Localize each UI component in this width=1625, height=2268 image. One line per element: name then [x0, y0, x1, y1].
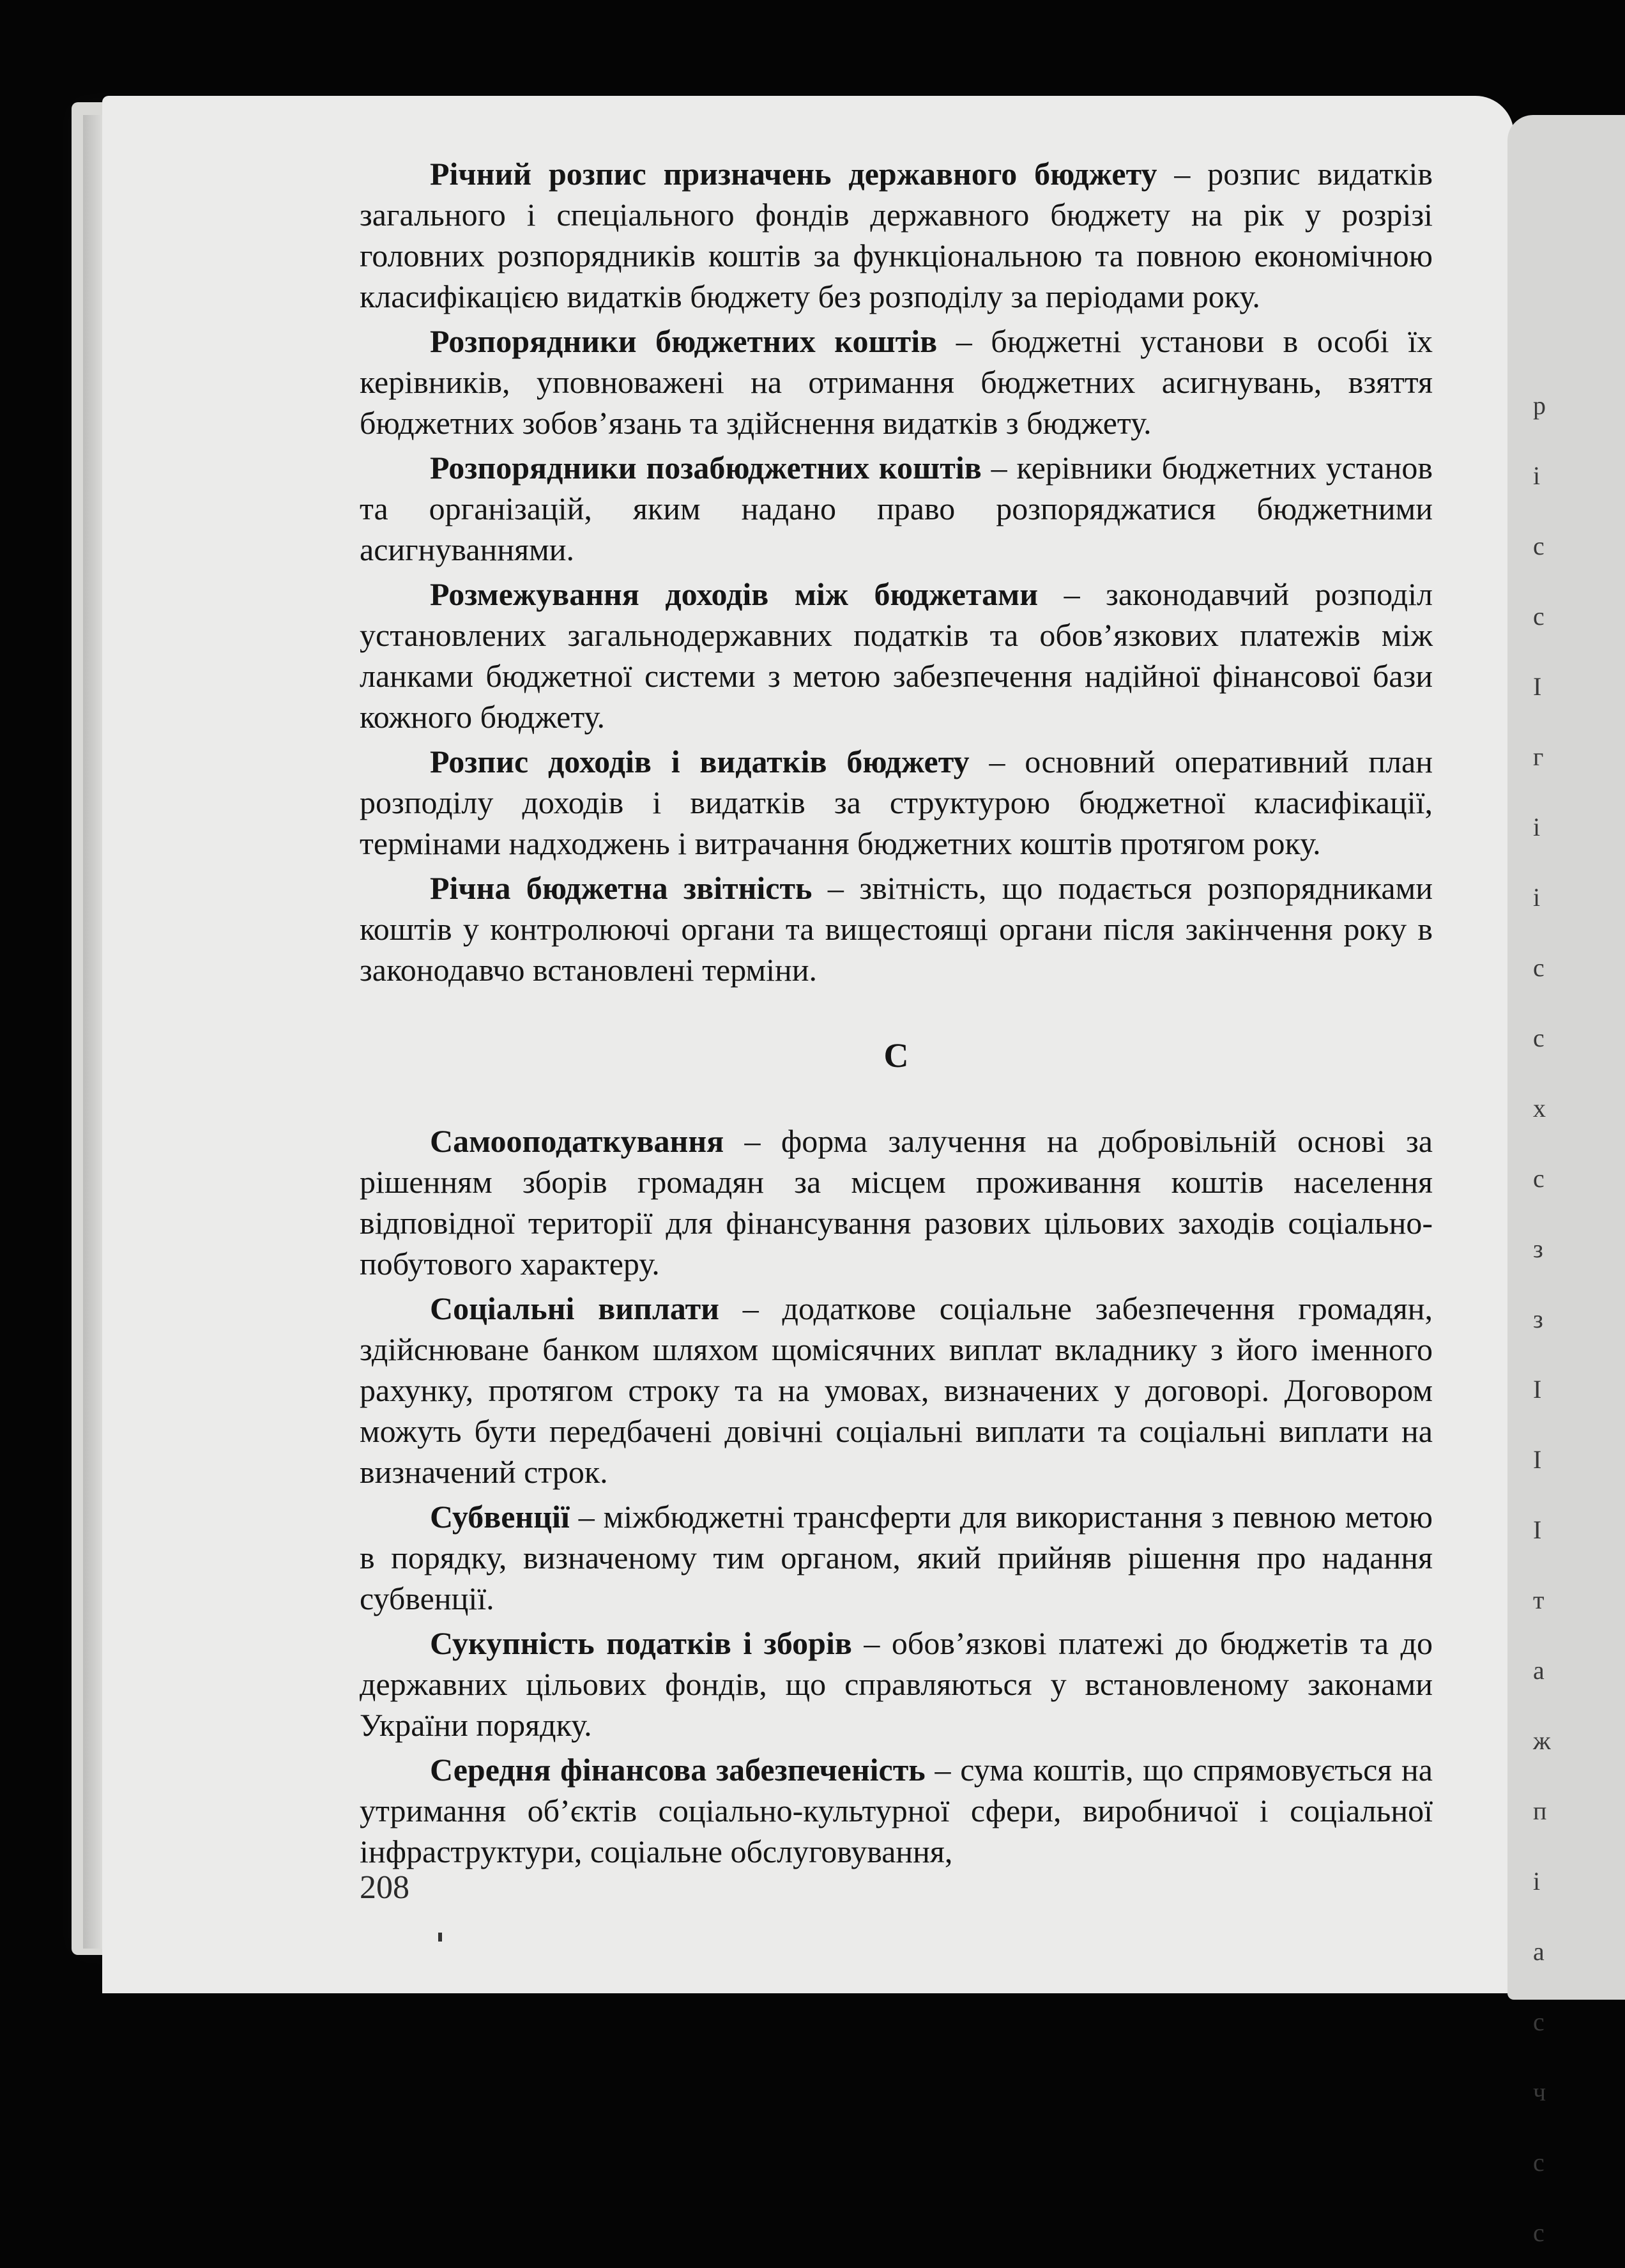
entry-term: Субвенції — [430, 1499, 570, 1535]
next-page-letter: с — [1533, 2218, 1545, 2247]
next-page-letter: з — [1533, 1234, 1543, 1263]
glossary-entry — [360, 1623, 1433, 1745]
entry-term: Соціальні виплати — [430, 1291, 719, 1326]
next-page-letter: а — [1533, 1656, 1545, 1685]
glossary-entry — [360, 1496, 1433, 1619]
next-page-letter: а — [1533, 1937, 1545, 1966]
next-page-letter: п — [1533, 1797, 1547, 1825]
section-letter: С — [883, 1036, 909, 1075]
next-page-letter: с — [1533, 602, 1545, 631]
glossary-entry — [360, 321, 1433, 443]
next-page-letter: ж — [1533, 1726, 1551, 1755]
next-page-letter: с — [1533, 2007, 1545, 2036]
bottom-mark — [438, 1933, 442, 1942]
next-page-letter: І — [1533, 1445, 1542, 1474]
entry-definition: – законодавчий розподіл установлених загальнодержавних податків та обов’язкових платежів між ланками бюджетної системи з метою забезпечення надійної фінансової бази кожного бюджету. — [360, 576, 1433, 735]
next-page-letters — [1533, 371, 1610, 2247]
entry-term: Розпис доходів і видатків бюджету — [430, 744, 970, 779]
entry-term: Сукупність податків і зборів — [430, 1625, 852, 1661]
entry-term: Самооподаткування — [430, 1123, 724, 1159]
entry-definition: – обов’язкові платежі до бюджетів та до державних цільових фондів, що справляються у встановленому законами України порядку. — [360, 1625, 1433, 1743]
glossary-entry — [360, 153, 1433, 317]
glossary-entry — [360, 447, 1433, 570]
entry-term: Розпорядники бюджетних коштів — [430, 323, 938, 359]
next-page-letter: І — [1533, 1515, 1542, 1544]
glossary-entry — [360, 1749, 1433, 1872]
next-page-letter: ч — [1533, 2078, 1546, 2106]
next-page-letter: с — [1533, 532, 1545, 560]
entry-definition: – бюджетні установи в особі їх керівників, уповноважені на отримання бюджетних асигнувань, взяття бюджетних зобов’язань та здійснення видатків з бюджету. — [360, 323, 1433, 441]
entry-definition: – керівники бюджетних установ та організацій, яким надано право розпоряджатися бюджетними асигнуваннями. — [360, 450, 1433, 567]
next-page-letter: і — [1533, 883, 1541, 912]
entry-definition: – розпис видатків загального і спеціального фондів державного бюджету на рік у розрізі головних розпорядників коштів за функціональною та повною економічною класифікацією видатків бюджету без розподілу за періодами року. — [360, 156, 1433, 314]
entry-definition: – основний оперативний план розподілу доходів і видатків за структурою бюджетної класифікації, термінами надходжень і витрачання бюджетних коштів протягом року. — [360, 744, 1433, 861]
next-page-letter: с — [1533, 1164, 1545, 1193]
entry-term: Середня фінансова забезпеченість — [430, 1752, 926, 1788]
entries-after — [360, 1121, 1433, 1872]
glossary-entry — [360, 868, 1433, 990]
entry-term: Річна бюджетна звітність — [430, 870, 812, 906]
next-page-letter: с — [1533, 2148, 1545, 2177]
page-content — [360, 153, 1433, 1876]
next-page-letter: і — [1533, 813, 1541, 841]
next-page-edge — [1507, 115, 1625, 2247]
next-page-letter: І — [1533, 672, 1542, 701]
next-page-letter: с — [1533, 1023, 1545, 1052]
next-page-letter: г — [1533, 742, 1544, 771]
next-page-letter: і — [1533, 461, 1541, 490]
page-number: 208 — [360, 1869, 409, 1906]
entry-definition: – форма залучення на добровільній основі за рішенням зборів громадян за місцем проживання коштів населення відповідної території для фінансування разових цільових заходів соціально-побутового характеру. — [360, 1123, 1433, 1282]
next-page-letter: с — [1533, 953, 1545, 982]
next-page-letter: І — [1533, 1375, 1542, 1404]
entry-definition: – міжбюджетні трансферти для використання з певною метою в порядку, визначеному тим органом, який прийняв рішення про надання субвенції. — [360, 1499, 1433, 1616]
glossary-entry — [360, 1121, 1433, 1284]
entry-term: Річний розпис призначень державного бюджету — [430, 156, 1157, 192]
next-page-letter: і — [1533, 1867, 1541, 1896]
glossary-entry — [360, 574, 1433, 737]
next-page-letter: х — [1533, 1094, 1546, 1123]
next-page-letter: р — [1533, 391, 1546, 420]
next-page-letter: з — [1533, 1305, 1543, 1333]
next-page-letter: т — [1533, 1586, 1545, 1614]
entry-term: Розпорядники позабюджетних коштів — [430, 450, 982, 486]
entry-definition: – звітність, що подається розпорядниками коштів у контролюючі органи та вищестоящі органи після закінчення року в законодавчо встановлені терміни. — [360, 870, 1433, 988]
glossary-entry — [360, 1288, 1433, 1492]
glossary-entry — [360, 741, 1433, 864]
entry-definition: – сума коштів, що спрямовується на утримання об’єктів соціально-культурної сфери, виробничої і соціальної інфраструктури, соціальне обслуговування, — [360, 1752, 1433, 1869]
entry-definition: – додаткове соціальне забезпечення громадян, здійснюване банком шляхом щомісячних виплат вкладнику з його іменного рахунку, протягом строку та на умовах, визначених у договорі. Договором можуть бути передбачені довічні соціальні виплати та соціальні виплати на визначений строк. — [360, 1291, 1433, 1490]
entry-term: Розмежування доходів між бюджетами — [430, 576, 1039, 612]
entries-before — [360, 153, 1433, 990]
